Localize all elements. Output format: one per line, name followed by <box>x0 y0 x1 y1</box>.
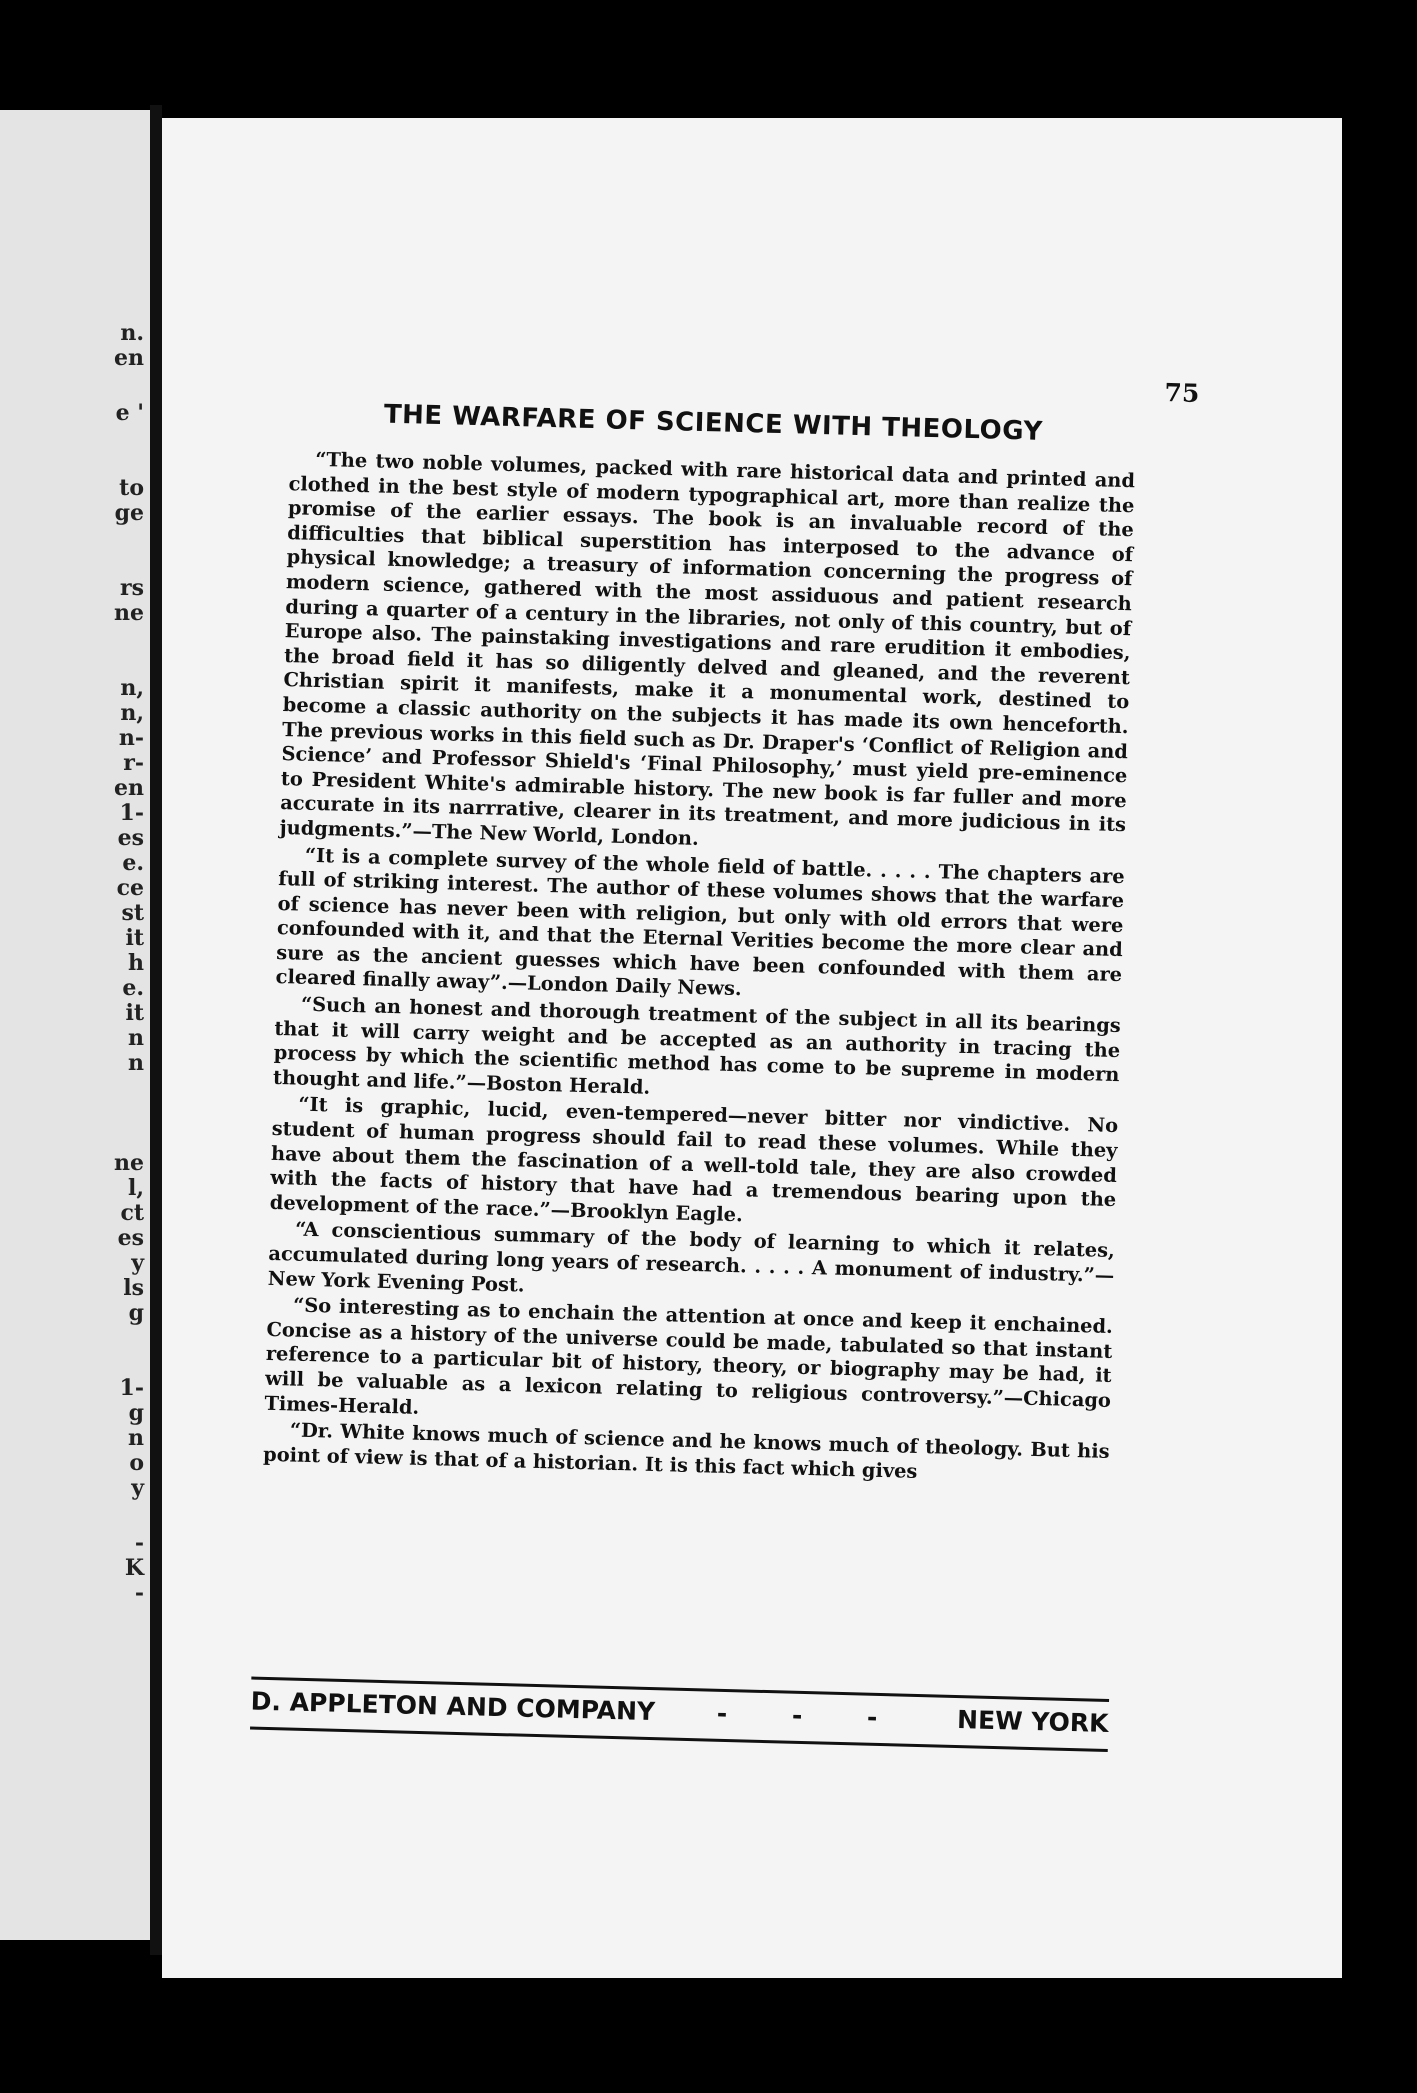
left-page-fragment: e ' <box>115 400 144 426</box>
left-page-fragment: to <box>119 475 144 501</box>
left-page-fragment: n- <box>118 725 144 751</box>
left-page-fragment: g <box>128 1400 144 1426</box>
body-text <box>263 447 1135 1491</box>
paragraph: “It is graphic, lucid, even-tempered—never bitter nor vindictive. No student of human progress should fail to read these volumes. While they have about them the fascination of a well-told tale, they are also crowded with the facts of history that have had a tremendous bearing upon the development of the race.”—Brooklyn Eagle. <box>269 1093 1119 1227</box>
publisher-city: NEW YORK <box>956 1705 1109 1738</box>
left-page-fragment: ne <box>114 600 144 626</box>
left-page-fragment: ls <box>123 1275 144 1301</box>
left-page-fragment: ce <box>116 875 144 901</box>
left-page-fragment: e. <box>122 850 144 876</box>
left-page-fragment: 1- <box>119 800 144 826</box>
left-page-fragment: 1- <box>119 1375 144 1401</box>
left-page-fragment: rs <box>120 575 144 601</box>
left-page-fragment: ne <box>114 1150 144 1176</box>
left-page-fragment: n. <box>120 320 144 346</box>
left-page-fragment: ct <box>120 1200 144 1226</box>
left-page-fragment: K <box>124 1555 144 1581</box>
left-page-fragment: n <box>128 1025 144 1051</box>
left-page-fragment: h <box>128 950 144 976</box>
publisher-name: D. APPLETON AND COMPANY <box>250 1686 656 1727</box>
left-page-fragment: es <box>117 825 144 851</box>
left-page-fragment: n, <box>120 700 144 726</box>
left-page-fragment: it <box>125 925 144 951</box>
left-page-fragment: n, <box>120 675 144 701</box>
left-page-fragments <box>0 110 150 1940</box>
footer-dashes: - - - <box>716 1698 906 1733</box>
paragraph: “Dr. White knows much of science and he knows much of theology. But his point of view is that of a historian. It is this fact which gives <box>262 1418 1110 1483</box>
paragraph: “The two noble volumes, packed with rare historical data and printed and clothed in the best style of modern typographical art, more than realize the promise of the earlier essays. The book is an invaluable record of the difficulties that biblical superstition has interposed to the advance of physical knowledge; a treasury of information concerning the progress of modern science, gathered with the most assiduous and patient research during a quarter of a century in the libraries, not only of this country, but of Europe also. The painstaking investigations and rare erudition it embodies, the broad field it has so diligently delved and gleaned, and the reverent Christian spirit it manifests, make it a monumental work, destined to become a classic authority on the subjects it has made its own henceforth. The previous works in this field such as Dr. Draper's ‘Conflict of Religion and Science’ and Professor Shield's ‘Final Philosophy,’ must yield pre-eminence to President White's admirable history. The new book is far fuller and more accurate in its narrrative, clearer in its treatment, and more judicious in its judgments.”—The New World, London. <box>279 447 1136 850</box>
page-title: THE WARFARE OF SCIENCE WITH THEOLOGY <box>383 399 1044 447</box>
left-page-fragment: y <box>131 1475 144 1501</box>
paragraph: “So interesting as to enchain the attention at once and keep it enchained. Concise as a history of the universe could be made, tabulated so that instant reference to a particular bit of history, theory, or biography may be had, it will be valuable as a lexicon relating to religious controversy.”—Chicago Times-Herald. <box>264 1293 1114 1419</box>
left-page-fragment: y <box>131 1250 144 1276</box>
book-gutter <box>150 105 162 1955</box>
left-page-fragment: l, <box>127 1175 144 1201</box>
left-page-fragment: ge <box>114 500 144 526</box>
page <box>162 118 1342 1978</box>
left-page-fragment: - <box>134 1530 144 1556</box>
left-page-fragment: r- <box>123 750 144 776</box>
left-page-fragment: g <box>128 1300 144 1326</box>
left-page-fragment: o <box>129 1450 144 1476</box>
left-page-fragment: st <box>121 900 144 926</box>
page-number: 75 <box>1164 378 1200 408</box>
paragraph: “A conscientious summary of the body of learning to which it relates, accumulated during long years of research. . . . . A monument of industry.”—New York Evening Post. <box>267 1217 1116 1297</box>
page-content <box>250 107 1200 1989</box>
paragraph: “Such an honest and thorough treatment of the subject in all its bearings that it will carry weight and be accepted as an authority in tracing the process by which the scientific method has come to be supreme in modern thought and life.”—Boston Herald. <box>272 992 1122 1099</box>
left-page-edge <box>0 110 150 1940</box>
left-page-fragment: en <box>114 775 144 801</box>
left-page-fragment: n <box>128 1425 144 1451</box>
left-page-fragment: n <box>128 1050 144 1076</box>
left-page-fragment: e. <box>122 975 144 1001</box>
left-page-fragment: es <box>117 1225 144 1251</box>
left-page-fragment: en <box>114 345 144 371</box>
left-page-fragment: it <box>125 1000 144 1026</box>
paragraph: “It is a complete survey of the whole field of battle. . . . . The chapters are full of striking interest. The author of these volumes shows that the warfare of science has never been with religion, but only with old errors that were confounded with it, and that the Eternal Verities become the more clear and sure as the ancient guesses which have been confounded with them are cleared finally away”.—London Daily News. <box>275 843 1125 1001</box>
left-page-fragment: - <box>134 1580 144 1606</box>
